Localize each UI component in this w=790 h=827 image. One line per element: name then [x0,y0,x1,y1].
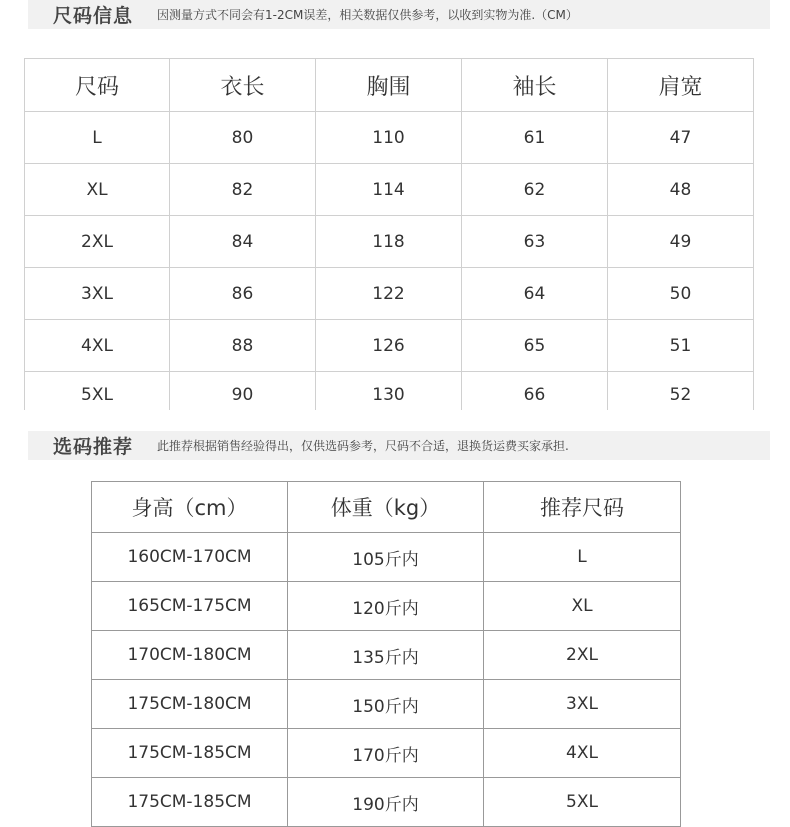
recommended-size-cell: 4XL [484,729,681,778]
chest-cell: 130 [316,372,462,410]
length-cell: 86 [170,268,316,320]
height-cell: 175CM-185CM [92,729,288,778]
shoulder-cell: 47 [608,112,754,164]
shoulder-cell: 48 [608,164,754,216]
header-size: 尺码 [25,59,170,112]
table-row [25,112,754,164]
height-cell: 165CM-175CM [92,582,288,631]
size-recommend-header [28,431,770,460]
height-cell: 170CM-180CM [92,631,288,680]
size-cell: L [25,112,170,164]
header-weight: 体重（kg） [288,482,484,533]
size-recommend-title: 选码推荐 [53,436,134,458]
table-row [92,680,681,729]
sleeve-cell: 66 [462,372,608,410]
size-recommend-note: 此推荐根据销售经验得出，仅供选码参考，尺码不合适，退换货运费买家承担. [157,439,569,453]
recommended-size-cell: L [484,533,681,582]
chest-cell: 126 [316,320,462,372]
recommended-size-cell: 5XL [484,778,681,827]
table-row [25,320,754,372]
size-cell: 3XL [25,268,170,320]
recommended-size-cell: 3XL [484,680,681,729]
size-cell: 2XL [25,216,170,268]
height-cell: 175CM-180CM [92,680,288,729]
table-row [92,729,681,778]
table-row [25,164,754,216]
length-cell: 80 [170,112,316,164]
sleeve-cell: 61 [462,112,608,164]
table-row [92,631,681,680]
header-chest: 胸围 [316,59,462,112]
table-row [25,216,754,268]
recommended-size-cell: XL [484,582,681,631]
length-cell: 82 [170,164,316,216]
header-recommended-size: 推荐尺码 [484,482,681,533]
chest-cell: 114 [316,164,462,216]
sleeve-cell: 62 [462,164,608,216]
recommended-size-cell: 2XL [484,631,681,680]
sleeve-cell: 63 [462,216,608,268]
size-info-note: 因测量方式不同会有1-2CM误差，相关数据仅供参考，以收到实物为准.（CM） [157,8,578,22]
shoulder-cell: 51 [608,320,754,372]
length-cell: 84 [170,216,316,268]
length-cell: 90 [170,372,316,410]
weight-cell: 170斤内 [288,729,484,778]
weight-cell: 135斤内 [288,631,484,680]
size-cell: 5XL [25,372,170,410]
table-row [92,582,681,631]
size-table-header-row [25,59,754,112]
table-row [92,533,681,582]
size-info-header [28,0,770,29]
table-row [92,778,681,827]
size-cell: 4XL [25,320,170,372]
size-cell: XL [25,164,170,216]
weight-cell: 120斤内 [288,582,484,631]
header-length: 衣长 [170,59,316,112]
height-cell: 160CM-170CM [92,533,288,582]
shoulder-cell: 49 [608,216,754,268]
chest-cell: 110 [316,112,462,164]
table-row [25,372,754,410]
header-shoulder: 肩宽 [608,59,754,112]
size-table [24,58,754,410]
recommend-table [91,481,681,827]
weight-cell: 190斤内 [288,778,484,827]
length-cell: 88 [170,320,316,372]
sleeve-cell: 64 [462,268,608,320]
recommend-table-header-row [92,482,681,533]
shoulder-cell: 52 [608,372,754,410]
height-cell: 175CM-185CM [92,778,288,827]
header-sleeve: 袖长 [462,59,608,112]
weight-cell: 105斤内 [288,533,484,582]
table-row [25,268,754,320]
chest-cell: 122 [316,268,462,320]
weight-cell: 150斤内 [288,680,484,729]
sleeve-cell: 65 [462,320,608,372]
shoulder-cell: 50 [608,268,754,320]
chest-cell: 118 [316,216,462,268]
header-height: 身高（cm） [92,482,288,533]
size-info-title: 尺码信息 [53,5,134,27]
